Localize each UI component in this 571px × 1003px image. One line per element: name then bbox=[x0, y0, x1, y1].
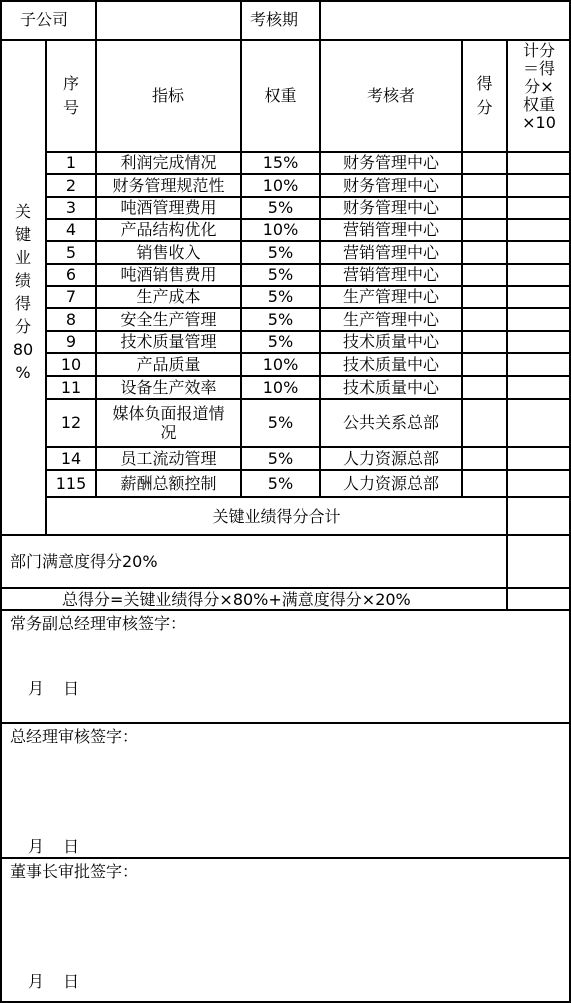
cell-indicator: 生产成本 bbox=[136, 287, 201, 306]
cell-weight: 5% bbox=[267, 473, 294, 493]
cell-weight: 5% bbox=[267, 309, 294, 329]
grid-vline bbox=[319, 1, 321, 40]
cell-no: 5 bbox=[65, 242, 77, 262]
cell-assessor: 人力资源总部 bbox=[342, 473, 439, 493]
cell-no: 11 bbox=[60, 377, 82, 397]
cell-assessor: 生产管理中心 bbox=[342, 309, 439, 329]
cell-assessor: 技术质量中心 bbox=[342, 377, 439, 397]
grid-hline bbox=[0, 857, 571, 859]
col-score-header: 得 分 bbox=[476, 74, 493, 117]
cell-weight: 5% bbox=[267, 198, 294, 217]
cell-indicator: 员工流动管理 bbox=[120, 448, 217, 468]
satisfaction-label: 部门满意度得分20% bbox=[10, 552, 158, 571]
cell-weight: 5% bbox=[267, 448, 294, 468]
cell-assessor: 营销管理中心 bbox=[342, 220, 439, 239]
cell-assessor: 财务管理中心 bbox=[342, 153, 439, 172]
cell-no: 9 bbox=[65, 332, 77, 351]
cell-indicator: 利润完成情况 bbox=[120, 153, 217, 172]
indicator-line: 况 bbox=[160, 423, 177, 442]
cell-assessor: 财务管理中心 bbox=[342, 198, 439, 217]
cell-indicator: 薪酬总额控制 bbox=[120, 473, 217, 493]
cell-indicator: 吨酒管理费用 bbox=[120, 198, 217, 217]
cell-indicator: 技术质量管理 bbox=[120, 332, 217, 351]
cell-no: 14 bbox=[60, 448, 82, 468]
col-calc-header: 计分 ＝得 分× 权重 ×10 bbox=[522, 41, 556, 132]
cell-weight: 5% bbox=[267, 242, 294, 262]
indicator-line: 媒体负面报道情 bbox=[112, 404, 225, 423]
cell-assessor: 公共关系总部 bbox=[342, 413, 439, 432]
cell-weight: 5% bbox=[267, 265, 294, 284]
cell-no: 2 bbox=[65, 175, 77, 195]
cell-no: 7 bbox=[65, 287, 77, 306]
cell-weight: 15% bbox=[262, 153, 299, 172]
cell-no: 8 bbox=[65, 309, 77, 329]
cell-assessor: 财务管理中心 bbox=[342, 175, 439, 195]
cell-assessor: 技术质量中心 bbox=[342, 332, 439, 351]
cell-no: 115 bbox=[55, 473, 87, 493]
cell-indicator: 财务管理规范性 bbox=[112, 175, 225, 195]
gm-signature-label: 总经理审核签字： bbox=[10, 727, 139, 746]
cell-assessor: 营销管理中心 bbox=[342, 242, 439, 262]
cell-indicator: 安全生产管理 bbox=[120, 309, 217, 329]
cell-weight: 5% bbox=[267, 413, 294, 432]
cell-assessor: 生产管理中心 bbox=[342, 287, 439, 306]
grid-hline bbox=[0, 587, 571, 589]
cell-assessor: 营销管理中心 bbox=[342, 265, 439, 284]
col-weight-header: 权重 bbox=[264, 86, 297, 105]
cell-indicator: 设备生产效率 bbox=[120, 377, 217, 397]
grid-vline bbox=[0, 1, 2, 1003]
cell-no: 4 bbox=[65, 220, 77, 239]
vp-date: 月 日 bbox=[28, 679, 80, 698]
chairman-signature-label: 董事长审批签字： bbox=[10, 862, 139, 881]
cell-weight: 10% bbox=[262, 220, 299, 239]
col-seq-header: 序 号 bbox=[62, 74, 79, 117]
cell-weight: 5% bbox=[267, 287, 294, 306]
grid-hline bbox=[0, 534, 571, 536]
cell-indicator: 销售收入 bbox=[136, 242, 201, 262]
cell-no: 6 bbox=[65, 265, 77, 284]
vp-signature-label: 常务副总经理审核签字： bbox=[10, 614, 187, 633]
cell-no: 12 bbox=[60, 413, 82, 432]
gm-date: 月 日 bbox=[28, 837, 80, 856]
cell-weight: 5% bbox=[267, 332, 294, 351]
period-label: 考核期 bbox=[250, 10, 299, 29]
cell-indicator: 吨酒销售费用 bbox=[120, 265, 217, 284]
col-assessor-header: 考核者 bbox=[366, 86, 415, 105]
cell-indicator bbox=[96, 399, 241, 447]
cell-weight: 10% bbox=[262, 377, 299, 397]
cell-weight: 10% bbox=[262, 175, 299, 195]
kpi-total-label: 关键业绩得分合计 bbox=[212, 507, 341, 526]
col-indicator-header: 指标 bbox=[151, 86, 184, 105]
cell-no: 10 bbox=[60, 354, 82, 374]
grid-hline bbox=[0, 0, 571, 2]
kpi-section-label: 关 键 业 绩 得 分 80 % bbox=[12, 202, 34, 382]
grid-vline bbox=[240, 1, 242, 40]
total-formula: 总得分=关键业绩得分×80%+满意度得分×20% bbox=[62, 590, 411, 609]
cell-no: 3 bbox=[65, 198, 77, 217]
cell-no: 1 bbox=[65, 153, 77, 172]
cell-indicator: 产品结构优化 bbox=[120, 220, 217, 239]
grid-vline bbox=[95, 1, 97, 40]
grid-hline bbox=[0, 722, 571, 724]
chairman-date: 月 日 bbox=[28, 972, 80, 991]
cell-weight: 10% bbox=[262, 354, 299, 374]
cell-indicator: 产品质量 bbox=[136, 354, 201, 374]
cell-assessor: 人力资源总部 bbox=[342, 448, 439, 468]
cell-assessor: 技术质量中心 bbox=[342, 354, 439, 374]
company-label: 子公司 bbox=[20, 10, 69, 29]
